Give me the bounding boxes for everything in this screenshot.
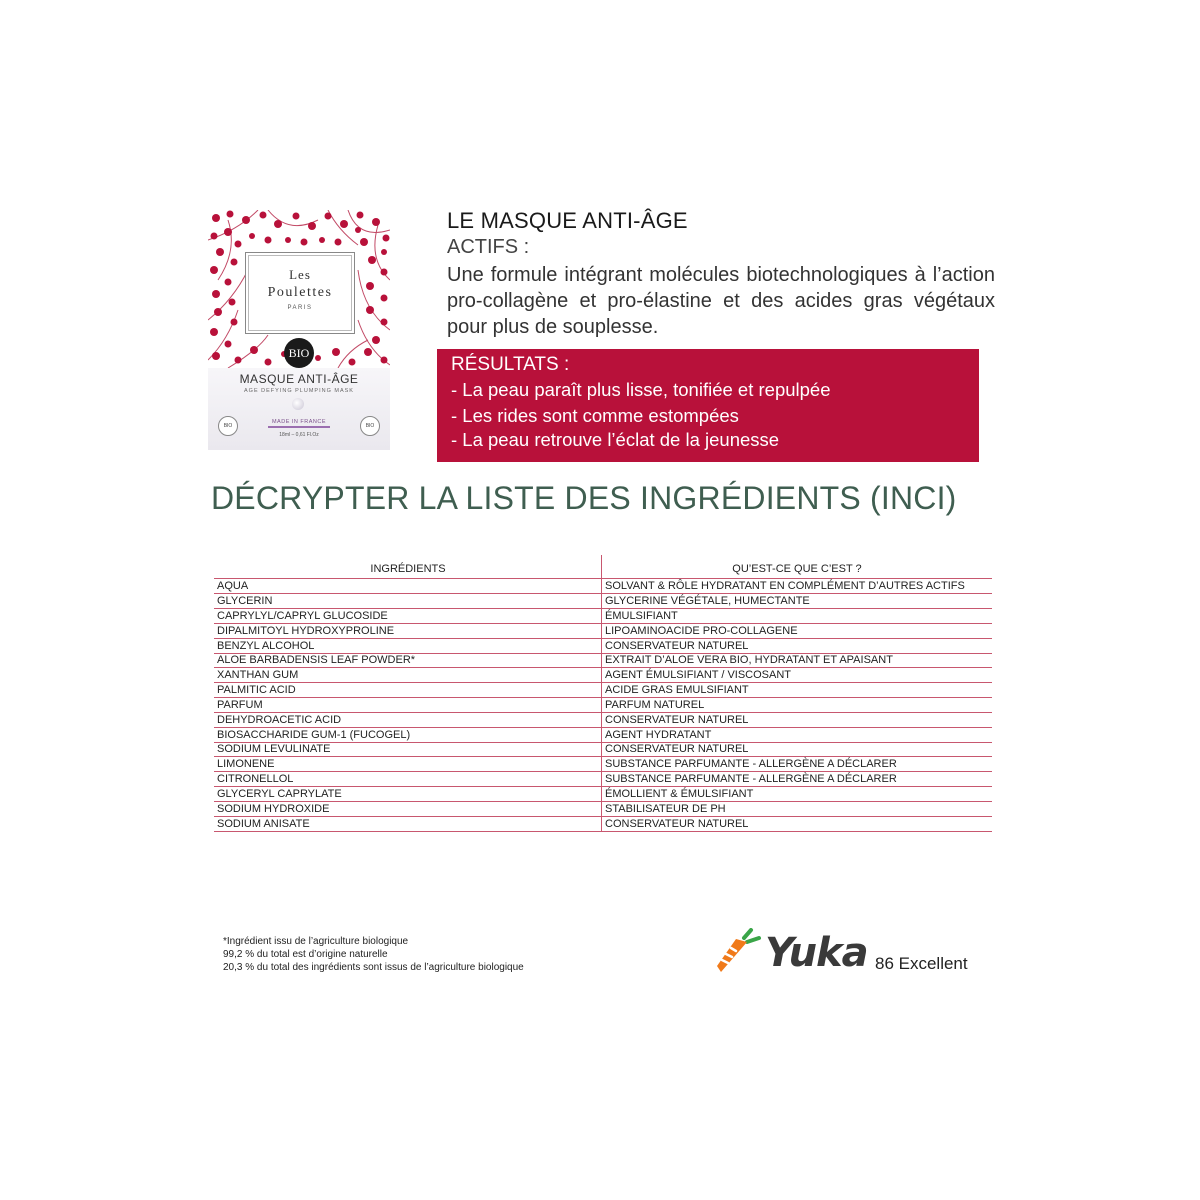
ingredient-name: ALOE BARBADENSIS LEAF POWDER* <box>217 654 416 666</box>
ingredient-name: CITRONELLOL <box>217 773 294 785</box>
product-title: LE MASQUE ANTI-ÂGE <box>447 208 688 233</box>
results-item: - La peau paraît plus lisse, tonifiée et repulpée <box>451 379 831 400</box>
table-row <box>214 594 992 609</box>
ingredient-name: BIOSACCHARIDE GUM-1 (FUCOGEL) <box>217 729 411 741</box>
actifs-text: Une formule intégrant molécules biotechnologiques à l’action pro-collagène et pro-élastine et des acides gras végétaux pour plus de souplesse. <box>447 264 995 338</box>
footnote: 20,3 % du total des ingrédients sont issus de l’agriculture biologique <box>223 962 524 973</box>
ingredient-name: SODIUM HYDROXIDE <box>217 803 330 815</box>
yuka-logo-text: Yuka <box>765 930 868 976</box>
ingredient-name: PARFUM <box>217 699 263 711</box>
ingredient-name: DIPALMITOYL HYDROXYPROLINE <box>217 625 395 637</box>
table-row <box>214 713 992 728</box>
ingredient-name: BENZYL ALCOHOL <box>217 640 315 652</box>
ingredient-role: LIPOAMINOACIDE PRO-COLLAGENE <box>605 625 798 637</box>
table-row <box>214 609 992 624</box>
pack-product-subtitle: AGE DEFYING PLUMPING MASK <box>244 388 354 394</box>
organic-seal-right: BIO <box>360 416 380 436</box>
table-row <box>214 683 992 698</box>
ingredient-name: PALMITIC ACID <box>217 684 296 696</box>
pack-product-name: MASQUE ANTI-ÂGE <box>239 372 359 386</box>
brand-line2: Poulettes <box>267 285 333 300</box>
brand-city: PARIS <box>287 305 313 311</box>
table-row <box>214 772 992 787</box>
ingredient-role: ÉMULSIFIANT <box>605 610 678 622</box>
pack-volume: 18ml – 0,61 Fl.Oz <box>279 432 319 438</box>
footnote: *Ingrédient issu de l’agriculture biologique <box>223 936 409 947</box>
carrot-icon <box>714 928 764 978</box>
ingredient-role: PARFUM NATUREL <box>605 699 705 711</box>
results-item: - La peau retrouve l’éclat de la jeunesse <box>451 429 780 450</box>
ingredient-name: CAPRYLYL/CAPRYL GLUCOSIDE <box>217 610 388 622</box>
table-row <box>214 579 992 594</box>
table-row <box>214 668 992 683</box>
ingredient-role: STABILISATEUR DE PH <box>605 803 726 815</box>
ingredient-role: CONSERVATEUR NATUREL <box>605 714 749 726</box>
results-box <box>437 349 979 462</box>
inci-heading: DÉCRYPTER LA LISTE DES INGRÉDIENTS (INCI) <box>211 480 957 516</box>
product-image <box>208 210 390 450</box>
ingredient-name: LIMONENE <box>217 758 275 770</box>
column-header-ingredient: INGRÉDIENTS <box>370 563 446 575</box>
ingredient-role: AGENT ÉMULSIFIANT / VISCOSANT <box>605 669 792 681</box>
table-row <box>214 624 992 639</box>
footnote: 99,2 % du total est d’origine naturelle <box>223 949 388 960</box>
organic-seal-left: BIO <box>218 416 238 436</box>
ingredient-role: CONSERVATEUR NATUREL <box>605 743 749 755</box>
ingredient-role: CONSERVATEUR NATUREL <box>605 818 749 830</box>
column-header-description: QU’EST-CE QUE C’EST ? <box>732 563 862 575</box>
ingredient-name: DEHYDROACETIC ACID <box>217 714 342 726</box>
ingredient-name: SODIUM ANISATE <box>217 818 310 830</box>
ingredient-role: SUBSTANCE PARFUMANTE - ALLERGÈNE A DÉCLARER <box>605 773 897 785</box>
table-row <box>214 757 992 772</box>
table-row <box>214 742 992 757</box>
ingredient-name: XANTHAN GUM <box>217 669 299 681</box>
results-title: RÉSULTATS : <box>451 354 570 375</box>
actifs-label: ACTIFS : <box>447 236 530 258</box>
ingredient-role: SOLVANT & RÔLE HYDRATANT EN COMPLÉMENT D’AUTRES ACTIFS <box>605 580 965 592</box>
table-row <box>214 728 992 743</box>
drop-icon <box>292 398 304 410</box>
table-row <box>214 787 992 802</box>
ingredient-role: CONSERVATEUR NATUREL <box>605 640 749 652</box>
table-row <box>214 817 992 832</box>
ingredient-role: SUBSTANCE PARFUMANTE - ALLERGÈNE A DÉCLARER <box>605 758 897 770</box>
ingredient-role: AGENT HYDRATANT <box>605 729 712 741</box>
ingredient-role: EXTRAIT D’ALOE VERA BIO, HYDRATANT ET APAISANT <box>605 654 893 666</box>
brand-line1: Les <box>289 267 311 282</box>
table-row <box>214 802 992 817</box>
ingredient-role: GLYCERINE VÉGÉTALE, HUMECTANTE <box>605 595 810 607</box>
ingredient-name: SODIUM LEVULINATE <box>217 743 331 755</box>
ingredient-role: ACIDE GRAS EMULSIFIANT <box>605 684 749 696</box>
made-in-label: MADE IN FRANCE <box>268 419 330 428</box>
ingredient-name: AQUA <box>217 580 249 592</box>
bio-badge: BIO <box>284 338 314 368</box>
ingredient-role: ÉMOLLIENT & ÉMULSIFIANT <box>605 788 754 800</box>
yuka-score: 86 Excellent <box>875 954 968 973</box>
ingredient-name: GLYCERYL CAPRYLATE <box>217 788 342 800</box>
brand-logo <box>245 252 355 334</box>
table-row <box>214 639 992 654</box>
table-row <box>214 698 992 713</box>
table-row <box>214 653 992 668</box>
ingredient-name: GLYCERIN <box>217 595 273 607</box>
results-item: - Les rides sont comme estompées <box>451 405 739 426</box>
